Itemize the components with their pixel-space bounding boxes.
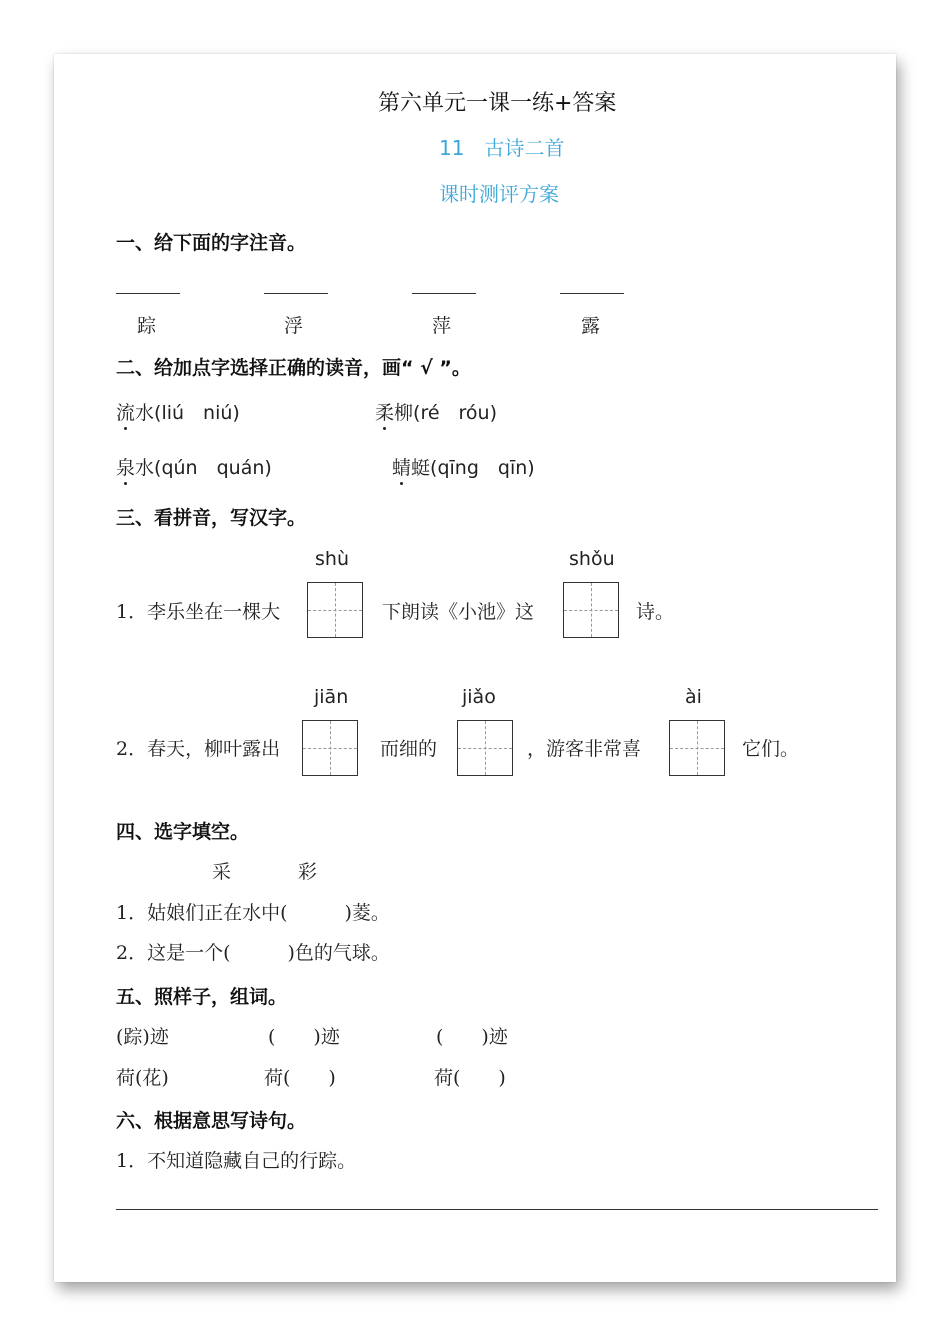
reading-item-1[interactable]: 流水(liú niú): [116, 398, 240, 425]
fill-question-1[interactable]: 1．姑娘们正在水中( )菱。: [116, 902, 390, 924]
reading-item-3[interactable]: 泉水(qún quán): [116, 453, 272, 480]
answer-line[interactable]: [116, 1209, 878, 1210]
page-title: 第六单元一课一练+答案: [378, 91, 617, 116]
reading-item-2[interactable]: 柔柳(ré róu): [375, 398, 497, 425]
q3-1-text-end: 诗。: [636, 601, 675, 623]
pinyin-ai: ài: [685, 686, 702, 708]
writing-box-ai[interactable]: [669, 720, 725, 776]
section2-heading: 二、给加点字选择正确的读音，画“ √ ”。: [116, 357, 471, 379]
q3-1-text-mid: 下朗读《小池》这: [382, 601, 535, 623]
lesson-title: 11 古诗二首: [439, 136, 565, 160]
word-blank-1[interactable]: ( )迹: [268, 1026, 340, 1048]
q3-1-text-start: 1．李乐坐在一棵大: [116, 601, 281, 623]
writing-box-shou[interactable]: [563, 582, 619, 638]
pinyin-options: (ré róu): [413, 402, 498, 424]
pinyin-shou: shǒu: [569, 548, 615, 570]
word-blank-4[interactable]: 荷( ): [434, 1067, 506, 1089]
pinyin-shu: shù: [315, 548, 349, 570]
pinyin-jian: jiān: [314, 686, 349, 708]
pinyin-options: (liú niú): [154, 402, 240, 424]
reading-item-4[interactable]: 蜻蜓(qīng qīn): [392, 453, 535, 480]
dotted-char: 泉: [116, 453, 135, 480]
word-example-1: (踪)迹: [116, 1026, 169, 1048]
pinyin-blank-1[interactable]: [116, 293, 180, 294]
pinyin-blank-3[interactable]: [412, 293, 476, 294]
dotted-char: 柔: [375, 398, 394, 425]
page-subtitle: 课时测评方案: [439, 182, 559, 206]
q3-2-text-mid1: 而细的: [380, 738, 438, 760]
writing-box-shu[interactable]: [307, 582, 363, 638]
pinyin-blank-2[interactable]: [264, 293, 328, 294]
dotted-char: 流: [116, 398, 135, 425]
poem-question-1: 1．不知道隐藏自己的行踪。: [116, 1150, 357, 1172]
section5-heading: 五、照样子，组词。: [116, 986, 288, 1008]
choice-char-1: 采: [212, 861, 232, 883]
word-blank-3[interactable]: 荷( ): [264, 1067, 336, 1089]
dotted-char: 蜻: [392, 453, 411, 480]
pinyin-options: (qīng qīn): [430, 457, 535, 479]
q3-2-text-start: 2．春天，柳叶露出: [116, 738, 281, 760]
fill-question-2[interactable]: 2．这是一个( )色的气球。: [116, 942, 390, 964]
char-4: 露: [581, 315, 601, 337]
char-2: 浮: [284, 315, 304, 337]
writing-box-jian[interactable]: [302, 720, 358, 776]
q3-2-text-mid2: ，游客非常喜: [527, 738, 642, 760]
choice-char-2: 彩: [298, 861, 318, 883]
q3-2-text-end: 它们。: [742, 738, 800, 760]
pinyin-jiao: jiǎo: [462, 686, 496, 708]
word-example-2: 荷(花): [116, 1067, 169, 1089]
section3-heading: 三、看拼音，写汉字。: [116, 507, 307, 529]
pinyin-blank-4[interactable]: [560, 293, 624, 294]
word-blank-2[interactable]: ( )迹: [436, 1026, 508, 1048]
section6-heading: 六、根据意思写诗句。: [116, 1110, 307, 1132]
char-3: 萍: [432, 315, 452, 337]
section4-heading: 四、选字填空。: [116, 821, 250, 843]
writing-box-jiao[interactable]: [457, 720, 513, 776]
pinyin-options: (qún quán): [154, 457, 272, 479]
char-1: 踪: [137, 315, 157, 337]
section1-heading: 一、给下面的字注音。: [116, 232, 307, 254]
